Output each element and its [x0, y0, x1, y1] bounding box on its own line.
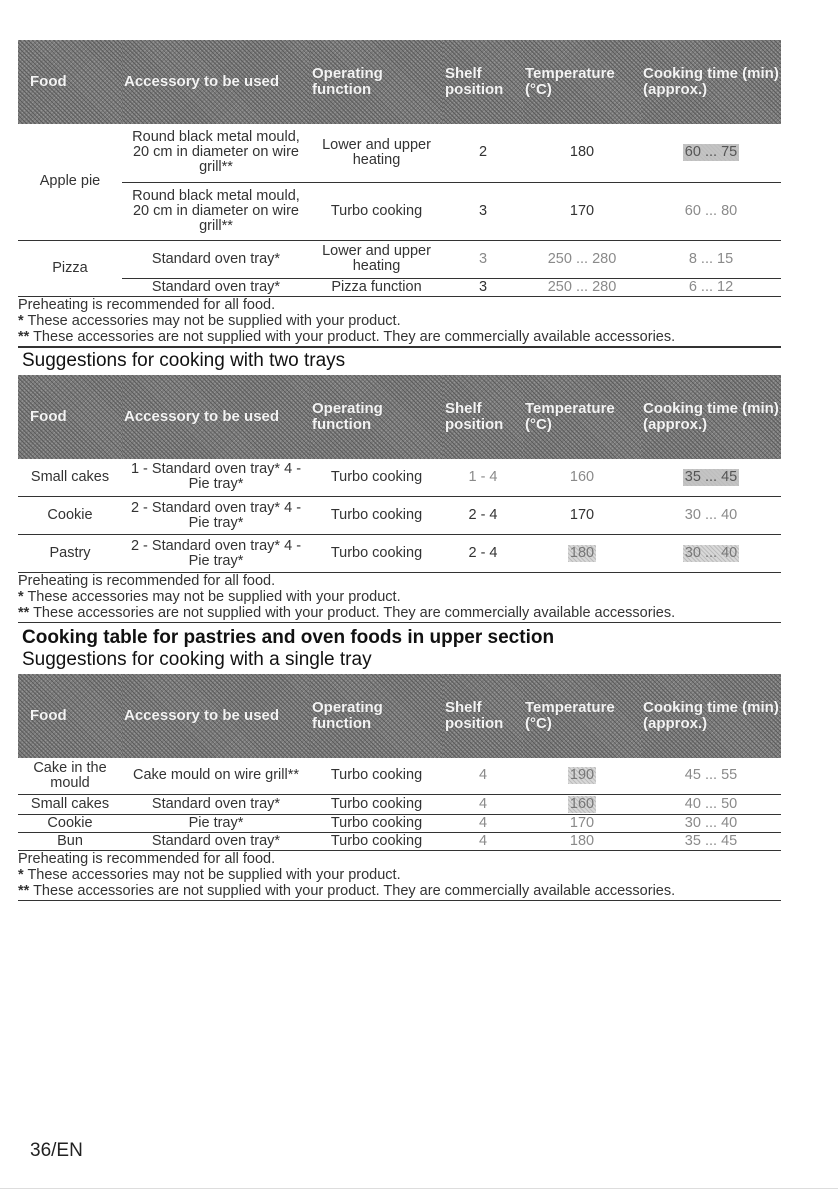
accessory-cell: Standard oven tray* [122, 240, 310, 278]
accessory-note-2: ** These accessories are not supplied with your product. They are commercially available accessories. [18, 882, 676, 899]
header-time: Cooking time (min) (approx.) [641, 674, 781, 758]
table-row [18, 182, 781, 240]
shelf-cell: 4 [443, 758, 523, 794]
cooking-table-2 [18, 375, 781, 574]
temp-cell [523, 535, 641, 573]
time-cell: 30 ... 40 [641, 814, 781, 832]
table-row [18, 794, 781, 814]
table-row [18, 535, 781, 573]
accessory-cell: Pie tray* [122, 814, 310, 832]
accessory-note-1: * These accessories may not be supplied with your product. [18, 589, 401, 605]
table-row [18, 278, 781, 296]
section-title-single-tray: Suggestions for cooking with a single tray [22, 649, 372, 670]
section-title-two-trays: Suggestions for cooking with two trays [18, 347, 781, 375]
accessory-cell: Standard oven tray* [122, 278, 310, 296]
food-cell: Small cakes [18, 459, 122, 497]
time-cell: 45 ... 55 [641, 758, 781, 794]
table-row [18, 758, 781, 794]
header-temperature: Temperature (°C) [523, 40, 641, 124]
accessory-note-1: * These accessories may not be supplied with your product. [18, 866, 401, 883]
time-cell: 60 ... 80 [641, 182, 781, 240]
temp-value: 180 [569, 545, 595, 561]
accessory-cell: Standard oven tray* [122, 794, 310, 814]
shelf-cell: 4 [443, 832, 523, 850]
temp-cell: 170 [523, 814, 641, 832]
temp-cell: 170 [523, 182, 641, 240]
temp-value: 160 [569, 795, 595, 812]
header-accessory: Accessory to be used [122, 674, 310, 758]
table-row [18, 459, 781, 497]
header-food: Food [18, 674, 122, 758]
function-cell: Turbo cooking [310, 497, 443, 535]
footer-divider [0, 1188, 838, 1189]
time-cell [641, 459, 781, 497]
function-cell: Lower and upper heating [310, 240, 443, 278]
header-function: Operating function [310, 375, 443, 459]
preheat-note: Preheating is recommended for all food. [18, 573, 276, 589]
table-row [18, 240, 781, 278]
temp-cell: 180 [523, 832, 641, 850]
temp-cell: 170 [523, 497, 641, 535]
time-cell [641, 535, 781, 573]
table-row [18, 814, 781, 832]
accessory-cell: 2 - Standard oven tray* 4 - Pie tray* [122, 535, 310, 573]
shelf-cell: 1 - 4 [443, 459, 523, 497]
table-header-row [18, 674, 781, 758]
shelf-cell: 3 [443, 240, 523, 278]
time-value: 35 ... 45 [684, 468, 738, 485]
cooking-table-1 [18, 40, 781, 297]
header-temperature: Temperature (°C) [523, 375, 641, 459]
shelf-cell: 2 - 4 [443, 497, 523, 535]
function-cell: Turbo cooking [310, 459, 443, 497]
food-cell: Cookie [18, 497, 122, 535]
table-notes [18, 573, 781, 623]
function-cell: Turbo cooking [310, 535, 443, 573]
accessory-cell: Round black metal mould, 20 cm in diameter on wire grill** [122, 124, 310, 182]
header-accessory: Accessory to be used [122, 40, 310, 124]
temp-cell [523, 758, 641, 794]
food-cell: Small cakes [18, 794, 122, 814]
table-header-row [18, 375, 781, 459]
header-shelf: Shelf position [443, 375, 523, 459]
function-cell: Turbo cooking [310, 814, 443, 832]
accessory-note-1: * These accessories may not be supplied with your product. [18, 312, 401, 329]
page-number: 36/EN [30, 1140, 83, 1161]
temp-cell: 250 ... 280 [523, 278, 641, 296]
header-time: Cooking time (min) (approx.) [641, 40, 781, 124]
table-row [18, 124, 781, 182]
shelf-cell: 2 - 4 [443, 535, 523, 573]
page-content [18, 40, 781, 901]
function-cell: Turbo cooking [310, 182, 443, 240]
header-food: Food [18, 40, 122, 124]
accessory-cell: Standard oven tray* [122, 832, 310, 850]
function-cell: Turbo cooking [310, 832, 443, 850]
table-row [18, 832, 781, 850]
accessory-cell: Cake mould on wire grill** [122, 758, 310, 794]
header-food: Food [18, 375, 122, 459]
temp-cell [523, 794, 641, 814]
table-notes [18, 297, 781, 347]
shelf-cell: 4 [443, 814, 523, 832]
temp-value: 190 [569, 767, 595, 784]
header-shelf: Shelf position [443, 40, 523, 124]
temp-cell: 250 ... 280 [523, 240, 641, 278]
shelf-cell: 3 [443, 278, 523, 296]
function-cell: Turbo cooking [310, 794, 443, 814]
function-cell: Lower and upper heating [310, 124, 443, 182]
header-temperature: Temperature (°C) [523, 674, 641, 758]
shelf-cell: 3 [443, 182, 523, 240]
preheat-note: Preheating is recommended for all food. [18, 296, 276, 313]
accessory-note-2: ** These accessories are not supplied with your product. They are commercially available accessories. [18, 605, 676, 621]
header-time: Cooking time (min) (approx.) [641, 375, 781, 459]
accessory-cell: 2 - Standard oven tray* 4 - Pie tray* [122, 497, 310, 535]
time-value: 60 ... 75 [684, 144, 738, 161]
function-cell: Pizza function [310, 278, 443, 296]
section-title-upper: Cooking table for pastries and oven foods in upper section [22, 627, 555, 648]
shelf-cell: 4 [443, 794, 523, 814]
accessory-cell: Round black metal mould, 20 cm in diameter on wire grill** [122, 182, 310, 240]
cooking-table-3 [18, 674, 781, 851]
shelf-cell: 2 [443, 124, 523, 182]
accessory-cell: 1 - Standard oven tray* 4 - Pie tray* [122, 459, 310, 497]
header-function: Operating function [310, 674, 443, 758]
time-cell [641, 124, 781, 182]
food-cell: Cake in the mould [18, 758, 122, 794]
time-cell: 6 ... 12 [641, 278, 781, 296]
food-cell: Pizza [18, 240, 122, 296]
table-header-row [18, 40, 781, 124]
temp-cell: 160 [523, 459, 641, 497]
preheat-note: Preheating is recommended for all food. [18, 850, 276, 867]
function-cell: Turbo cooking [310, 758, 443, 794]
time-cell: 30 ... 40 [641, 497, 781, 535]
table-notes [18, 851, 781, 901]
food-cell: Bun [18, 832, 122, 850]
header-function: Operating function [310, 40, 443, 124]
food-cell: Apple pie [18, 124, 122, 240]
table-row [18, 497, 781, 535]
time-cell: 8 ... 15 [641, 240, 781, 278]
food-cell: Cookie [18, 814, 122, 832]
header-shelf: Shelf position [443, 674, 523, 758]
accessory-note-2: ** These accessories are not supplied with your product. They are commercially available accessories. [18, 328, 676, 345]
temp-cell: 180 [523, 124, 641, 182]
time-cell: 40 ... 50 [641, 794, 781, 814]
food-cell: Pastry [18, 535, 122, 573]
time-cell: 35 ... 45 [641, 832, 781, 850]
time-value: 30 ... 40 [684, 545, 738, 561]
header-accessory: Accessory to be used [122, 375, 310, 459]
